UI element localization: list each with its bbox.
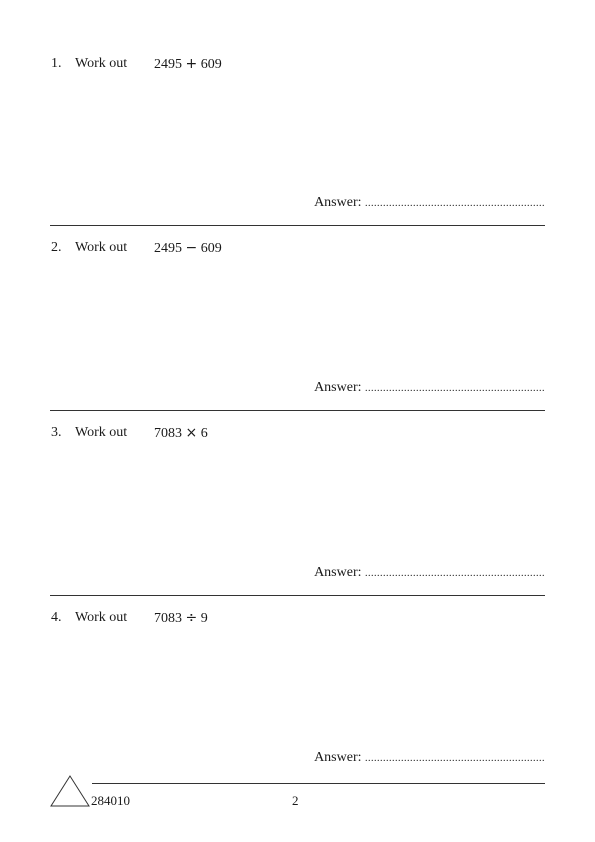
answer-dots: ............................................................ bbox=[365, 753, 545, 764]
question-expression bbox=[154, 56, 222, 73]
answer-label: Answer: bbox=[314, 750, 362, 765]
answer-dots: ............................................................ bbox=[365, 383, 545, 394]
question-number: 2. bbox=[51, 240, 62, 255]
minus-operator: − bbox=[185, 240, 198, 256]
question-number: 4. bbox=[51, 610, 62, 625]
question-expression bbox=[154, 425, 208, 442]
operand-b: 609 bbox=[200, 241, 222, 256]
operand-b: 6 bbox=[200, 426, 208, 441]
question-instruction: Work out bbox=[75, 610, 128, 625]
operand-b: 609 bbox=[200, 57, 222, 72]
divide-operator: ÷ bbox=[185, 610, 198, 626]
answer-line-3[interactable] bbox=[314, 565, 545, 582]
answer-dots: ............................................................ bbox=[365, 568, 545, 579]
answer-line-4[interactable] bbox=[314, 750, 545, 767]
question-instruction: Work out bbox=[75, 56, 128, 71]
question-instruction: Work out bbox=[75, 240, 128, 255]
operand-b: 9 bbox=[200, 611, 208, 626]
operand-a: 7083 bbox=[154, 426, 182, 441]
section-divider bbox=[50, 410, 545, 411]
question-expression bbox=[154, 610, 208, 627]
section-divider bbox=[50, 595, 545, 596]
question-number: 1. bbox=[51, 56, 62, 71]
operand-a: 7083 bbox=[154, 611, 182, 626]
footer-divider bbox=[92, 783, 545, 784]
answer-label: Answer: bbox=[314, 195, 362, 210]
times-operator: × bbox=[185, 425, 198, 441]
question-instruction: Work out bbox=[75, 425, 128, 440]
answer-label: Answer: bbox=[314, 565, 362, 580]
answer-label: Answer: bbox=[314, 380, 362, 395]
operand-a: 2495 bbox=[154, 241, 182, 256]
answer-line-1[interactable] bbox=[314, 195, 545, 212]
page-number: 2 bbox=[292, 793, 299, 808]
paper-code: 284010 bbox=[91, 793, 130, 808]
answer-line-2[interactable] bbox=[314, 380, 545, 397]
plus-operator: + bbox=[185, 56, 198, 72]
question-expression bbox=[154, 240, 222, 257]
section-divider bbox=[50, 225, 545, 226]
triangle-icon bbox=[50, 775, 90, 807]
operand-a: 2495 bbox=[154, 57, 182, 72]
answer-dots: ............................................................ bbox=[365, 198, 545, 209]
question-number: 3. bbox=[51, 425, 62, 440]
